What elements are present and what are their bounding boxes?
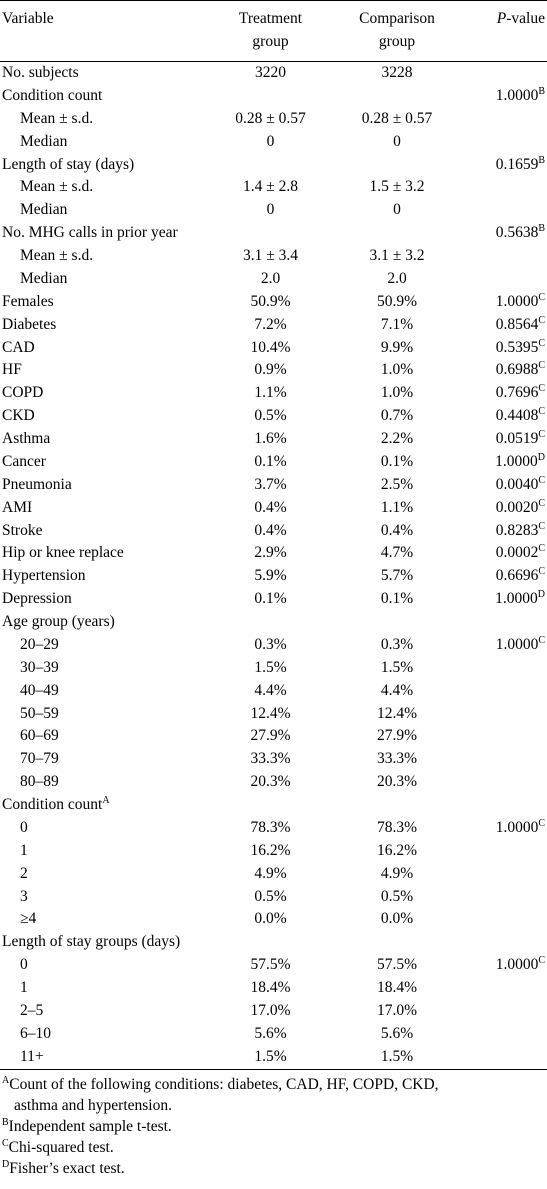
treatment-value: 5.9%	[254, 567, 287, 585]
treatment-value: 2.0	[260, 269, 281, 287]
comparison-value	[335, 931, 459, 954]
row-label: Stroke	[2, 521, 43, 539]
row-label: 0	[20, 956, 28, 974]
footnote-mark: B	[2, 1116, 9, 1128]
row-label: 11+	[20, 1047, 44, 1065]
table-row	[0, 611, 547, 634]
table-footnotes	[0, 1070, 547, 1179]
footnote-mark: C	[538, 360, 545, 372]
table-row	[0, 222, 547, 245]
footnote-mark: C	[538, 337, 545, 349]
row-label: Condition count$^A$	[2, 795, 110, 813]
treatment-value: 27.9%	[250, 727, 291, 745]
footnote-mark: C	[538, 543, 545, 555]
treatment-value: 4.9%	[254, 864, 287, 882]
row-label: Mean ± s.d.	[20, 178, 94, 196]
footnote	[2, 1074, 545, 1116]
table-row	[0, 154, 547, 177]
row-label: CAD	[2, 338, 35, 356]
p-value	[459, 908, 547, 931]
footnote	[2, 1116, 545, 1137]
comparison-value: 33.3%	[376, 750, 418, 768]
table-row	[0, 131, 547, 154]
footnote-mark: A	[102, 795, 110, 806]
comparison-value: 5.6%	[380, 1024, 414, 1042]
treatment-value	[206, 85, 335, 108]
row-label: 20–29	[20, 635, 59, 653]
row-label: HF	[2, 361, 22, 379]
p-value	[459, 725, 547, 748]
table-row	[0, 85, 547, 108]
comparison-value: 12.4%	[376, 704, 418, 722]
row-label: 2–5	[20, 1001, 44, 1019]
table-row	[0, 954, 547, 977]
row-label: CKD	[2, 407, 35, 425]
comparison-value: 1.5%	[380, 1047, 414, 1065]
table-row	[0, 908, 547, 931]
table-row	[0, 451, 547, 474]
treatment-value: 17.0%	[250, 1001, 291, 1019]
comparison-value: 16.2%	[376, 841, 418, 859]
comparison-value: 78.3%	[376, 818, 418, 836]
treatment-value: 0.1%	[254, 452, 287, 470]
comparison-value: 50.9%	[376, 292, 418, 310]
row-label: Depression	[2, 590, 72, 608]
p-value: $0.0020^C$	[495, 497, 545, 516]
table-row	[0, 840, 547, 863]
table-row	[0, 725, 547, 748]
row-label: Asthma	[2, 430, 51, 447]
footnote-mark: D	[537, 451, 545, 463]
p-value	[459, 794, 547, 817]
row-label: 30–39	[20, 658, 59, 676]
row-label: AMI	[2, 498, 33, 516]
footnote-mark: D	[2, 1158, 10, 1170]
row-label: 40–49	[20, 681, 59, 699]
row-label: 80–89	[20, 773, 59, 791]
comparison-value: 0	[393, 201, 401, 219]
table-row	[0, 382, 547, 405]
treatment-value: 1.1%	[254, 384, 287, 402]
treatment-value: 3.7%	[254, 475, 287, 493]
p-value: $0.0002^C$	[495, 543, 545, 562]
p-value	[459, 245, 547, 268]
p-value	[459, 771, 547, 794]
row-label: Median	[20, 201, 68, 219]
row-label: Cancer	[2, 452, 46, 470]
treatment-value: 7.2%	[254, 315, 287, 333]
table-row	[0, 977, 547, 1000]
comparison-value: 1.0%	[380, 361, 414, 379]
footnote-text-continued: asthma and hypertension.	[14, 1096, 172, 1114]
footnote-mark: C	[538, 497, 545, 509]
treatment-value: 57.5%	[250, 956, 291, 974]
footnote-mark: C	[538, 566, 545, 578]
footnote-mark: B	[538, 223, 545, 235]
comparison-value: 0.1%	[380, 590, 414, 608]
treatment-value: 0	[266, 201, 275, 219]
footnote	[2, 1158, 545, 1179]
p-value: $0.0519^C$	[495, 429, 545, 447]
row-label: Median	[20, 269, 68, 287]
treatment-value: 3220	[255, 64, 286, 81]
p-value	[459, 931, 547, 954]
footnote-mark: C	[538, 429, 545, 440]
treatment-value	[206, 222, 335, 245]
table-row	[0, 931, 547, 954]
p-value: $0.8283^C$	[495, 520, 545, 539]
row-label: Length of stay groups (days)	[2, 933, 181, 951]
table-row	[0, 634, 547, 657]
table-row	[0, 176, 547, 199]
table-row	[0, 199, 547, 222]
treatment-value: 0.1%	[254, 590, 287, 608]
footnote-mark: C	[2, 1137, 9, 1149]
row-label: Condition count	[2, 86, 103, 104]
comparison-value: 2.2%	[380, 430, 414, 447]
treatment-value: 4.4%	[254, 681, 287, 699]
footnote-mark: C	[538, 474, 545, 486]
treatment-value	[206, 794, 335, 817]
row-label: Median	[20, 132, 68, 150]
p-value	[459, 886, 547, 909]
footnote-mark: D	[537, 589, 545, 601]
p-value	[459, 131, 547, 154]
footnote-mark: C	[538, 520, 545, 532]
comparison-value: 0.7%	[380, 407, 414, 425]
comparison-value	[335, 611, 459, 634]
p-value	[459, 611, 547, 634]
comparison-value: 17.0%	[376, 1001, 418, 1019]
row-label: Diabetes	[2, 315, 57, 333]
treatment-value: 12.4%	[250, 704, 291, 722]
treatment-value: 0.5%	[254, 887, 287, 905]
table-row	[0, 817, 547, 840]
comparison-value: 1.1%	[380, 498, 414, 516]
treatment-value: 0.28 ± 0.57	[235, 109, 306, 127]
row-label: No. subjects	[2, 64, 79, 81]
p-value	[459, 657, 547, 680]
p-value: $0.7696^C$	[495, 383, 545, 402]
row-label: 0	[20, 818, 28, 836]
comparison-value: 7.1%	[380, 315, 414, 333]
comparison-value: 9.9%	[380, 338, 414, 356]
row-label: Mean ± s.d.	[20, 109, 94, 127]
comparison-value: 1.5%	[380, 658, 414, 676]
header-pvalue: P-value	[496, 10, 545, 27]
row-label: 2	[20, 864, 28, 882]
p-value	[459, 1046, 547, 1069]
row-label: 50–59	[20, 704, 59, 722]
p-value: $1.0000^D$	[495, 451, 545, 470]
comparison-value: 0.28 ± 0.57	[361, 109, 433, 127]
comparison-value	[335, 85, 459, 108]
comparison-value: 2.5%	[380, 475, 414, 493]
p-value: $0.5395^C$	[495, 337, 545, 356]
table-row	[0, 771, 547, 794]
p-value: $1.0000^C$	[495, 291, 545, 310]
treatment-value: 0.9%	[254, 361, 287, 379]
treatment-value: 1.4 ± 2.8	[242, 178, 298, 196]
comparison-value: 3228	[381, 64, 413, 81]
header-variable: Variable	[2, 10, 54, 27]
table-row	[0, 863, 547, 886]
comparison-value: 27.9%	[376, 727, 418, 745]
p-value	[459, 748, 547, 771]
table-row	[0, 1000, 547, 1023]
p-value: $1.0000^C$	[495, 955, 545, 974]
table-row	[0, 268, 547, 291]
row-label: No. MHG calls in prior year	[2, 224, 178, 242]
treatment-value: 0.5%	[254, 407, 287, 425]
footnote-mark: B	[538, 154, 545, 166]
row-label: ≥4	[20, 910, 37, 928]
table-row	[0, 657, 547, 680]
row-label: 1	[20, 841, 28, 859]
comparison-value: 0.3%	[380, 635, 414, 653]
footnote-text: Independent sample t-test.	[8, 1117, 172, 1135]
p-value: $0.1659^B$	[495, 154, 545, 173]
row-label: Pneumonia	[2, 475, 72, 493]
row-label: Length of stay (days)	[2, 155, 135, 173]
p-value: $1.0000^C$	[495, 817, 545, 836]
footnote-mark: C	[538, 406, 545, 418]
comparison-value: 4.4%	[380, 681, 414, 699]
p-value	[459, 840, 547, 863]
treatment-value: 2.9%	[254, 544, 287, 562]
row-label: 60–69	[20, 727, 59, 745]
treatment-value: 1.5%	[254, 1047, 287, 1065]
header-treatment: Treatment group	[238, 10, 303, 50]
table-row	[0, 359, 547, 382]
footnote-mark: C	[538, 634, 545, 646]
p-value	[459, 268, 547, 291]
footnote-text: Chi-squared test.	[8, 1138, 114, 1156]
table-row	[0, 428, 547, 451]
row-label: Age group (years)	[2, 613, 115, 630]
table-header-row	[0, 1, 547, 62]
treatment-value: 50.9%	[250, 292, 291, 310]
table-row	[0, 497, 547, 520]
table-row	[0, 245, 547, 268]
table-body	[0, 62, 547, 1070]
p-value: $1.0000^C$	[495, 634, 545, 653]
footnote	[2, 1137, 545, 1158]
comparison-value: 1.5 ± 3.2	[369, 178, 425, 196]
table-row	[0, 794, 547, 817]
table-row	[0, 1023, 547, 1046]
p-value	[459, 703, 547, 726]
p-value: $1.0000^D$	[495, 589, 545, 608]
comparison-value	[335, 154, 459, 177]
footnote-mark: C	[538, 291, 545, 303]
table-row	[0, 1046, 547, 1069]
comparison-value: 3.1 ± 3.2	[369, 247, 425, 264]
row-label: COPD	[2, 384, 44, 402]
comparison-value: 5.7%	[380, 567, 414, 585]
p-value	[459, 1000, 547, 1023]
p-value	[459, 1023, 547, 1046]
comparison-value: 18.4%	[376, 979, 418, 996]
p-value: $0.0040^C$	[495, 474, 545, 493]
p-value: $0.5638^B$	[495, 223, 545, 242]
treatment-value: 20.3%	[250, 773, 291, 791]
table-row	[0, 62, 547, 85]
treatment-value	[206, 154, 335, 177]
comparison-value: 2.0	[387, 269, 407, 287]
p-value	[459, 863, 547, 886]
comparison-value: 0.4%	[380, 521, 414, 539]
treatment-value: 18.4%	[250, 979, 291, 996]
table-row	[0, 565, 547, 588]
comparison-value: 0	[393, 132, 401, 150]
p-value	[459, 62, 547, 85]
p-value	[459, 176, 547, 199]
header-comparison: Comparison group	[359, 10, 435, 50]
footnote-mark: C	[538, 817, 545, 829]
row-label: Mean ± s.d.	[20, 247, 94, 264]
table-row	[0, 291, 547, 314]
row-label: Females	[2, 292, 54, 310]
treatment-value: 0	[266, 132, 275, 150]
treatment-value: 1.5%	[254, 658, 287, 676]
treatment-value: 1.6%	[254, 430, 287, 447]
table-row	[0, 474, 547, 497]
table-row	[0, 748, 547, 771]
row-label: 70–79	[20, 750, 59, 768]
table-row	[0, 886, 547, 909]
p-value: $0.4408^C$	[495, 406, 545, 425]
treatment-value: 0.3%	[254, 635, 287, 653]
row-label: 6–10	[20, 1024, 51, 1042]
footnote-mark: C	[538, 383, 545, 395]
footnote-mark: B	[538, 85, 545, 97]
treatment-value: 78.3%	[250, 818, 291, 836]
p-value: $0.6988^C$	[495, 360, 545, 379]
p-value	[459, 680, 547, 703]
table-row	[0, 703, 547, 726]
comparison-value	[335, 222, 459, 245]
footnote-text: Count of the following conditions: diabetes, CAD, HF, COPD, CKD,	[9, 1075, 439, 1093]
treatment-value: 0.0%	[254, 910, 287, 928]
footnote-mark: C	[538, 314, 545, 326]
comparison-value: 1.0%	[380, 384, 414, 402]
table-row	[0, 588, 547, 611]
table-row	[0, 542, 547, 565]
row-label: 3	[20, 887, 28, 905]
row-label: 1	[20, 979, 28, 996]
footnote-text: Fisher’s exact test.	[9, 1159, 125, 1177]
comparison-value: 20.3%	[376, 773, 418, 791]
p-value: $0.6696^C$	[495, 566, 545, 585]
p-value	[459, 199, 547, 222]
row-label: Hip or knee replace	[2, 544, 124, 562]
table-row	[0, 314, 547, 337]
treatment-value	[206, 611, 335, 634]
comparison-value: 0.1%	[380, 452, 414, 470]
p-value: $1.0000^B$	[495, 85, 545, 104]
comparison-value: 57.5%	[376, 956, 418, 974]
table-row	[0, 680, 547, 703]
treatment-value: 33.3%	[250, 750, 291, 768]
row-label: Hypertension	[2, 567, 86, 585]
comparison-value	[335, 794, 459, 817]
p-value	[459, 977, 547, 1000]
table-row	[0, 337, 547, 360]
treatment-value: 10.4%	[250, 338, 291, 356]
treatment-value: 0.4%	[254, 498, 287, 516]
comparison-value: 0.5%	[380, 887, 414, 905]
treatment-value: 3.1 ± 3.4	[242, 247, 298, 264]
treatment-value: 16.2%	[250, 841, 291, 859]
treatment-value	[206, 931, 335, 954]
p-value	[459, 108, 547, 131]
table-row	[0, 405, 547, 428]
treatment-value: 5.6%	[254, 1024, 287, 1042]
table-row	[0, 108, 547, 131]
table-row	[0, 520, 547, 543]
treatment-value: 0.4%	[254, 521, 287, 539]
footnote-mark: A	[2, 1074, 10, 1086]
comparison-value: 4.7%	[380, 544, 414, 562]
comparison-value: 0.0%	[380, 910, 414, 928]
comparison-value: 4.9%	[380, 864, 414, 882]
footnote-mark: C	[538, 955, 545, 967]
p-value: $0.8564^C$	[495, 314, 545, 333]
